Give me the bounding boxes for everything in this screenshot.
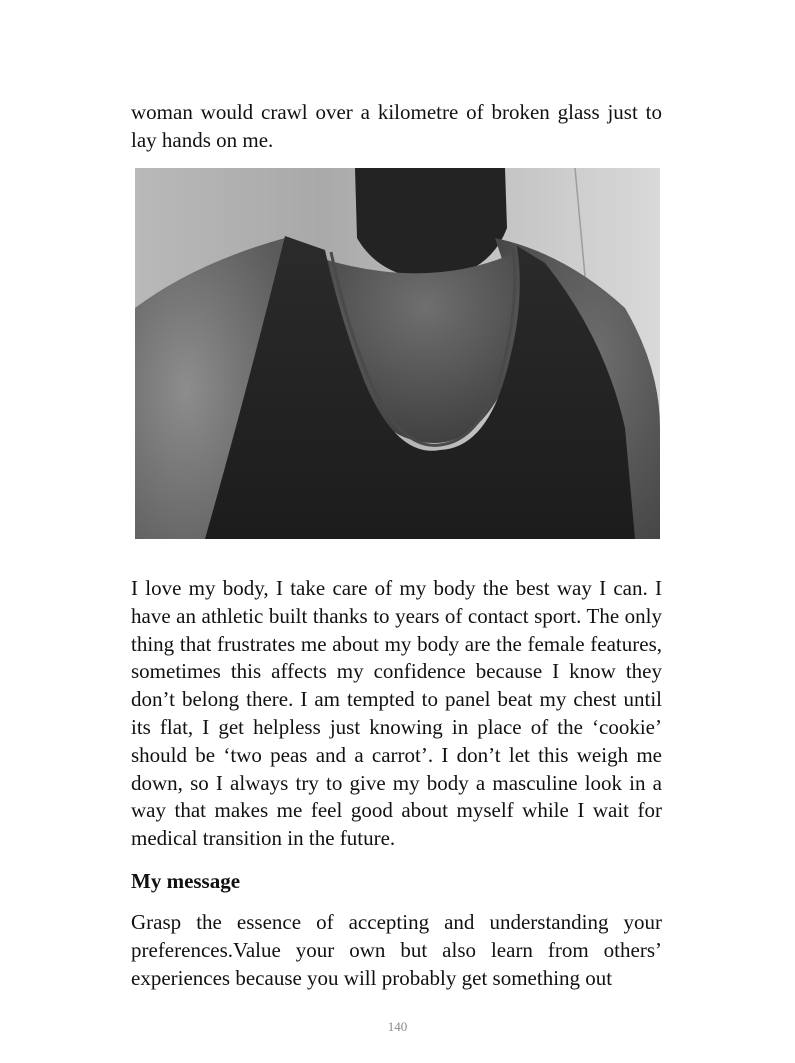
paragraph-message: Grasp the essence of accepting and understanding your preferences.Value your own but also learn from others’ experiences because you will probably get something out <box>131 910 662 990</box>
page-number: 140 <box>387 1019 408 1034</box>
photo-figure <box>135 168 660 539</box>
paragraph-top: woman would crawl over a kilometre of broken glass just to lay hands on me. <box>131 100 662 152</box>
paragraph-body: I love my body, I take care of my body the best way I can. I have an athletic built thanks to years of contact sport. The only thing that frustrates me about my body are the female features, sometimes this affects my confidence because I know they don’t belong there. I am tempted to panel beat my chest until its flat, I get helpless just knowing in place of the ‘cookie’ should be ‘two peas and a carrot’. I don’t let this weigh me down, so I always try to give my body a masculine look in a way that makes me feel good about myself while I wait for medical transition in the future. <box>131 576 662 851</box>
section-heading: My message <box>131 869 241 893</box>
